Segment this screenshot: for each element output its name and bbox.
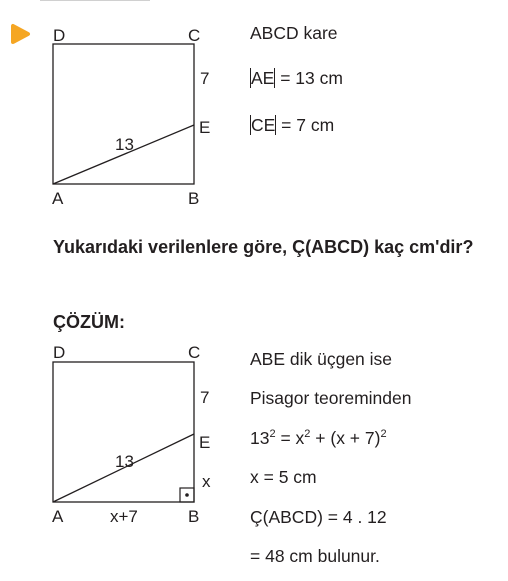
vertex-a-solution: A xyxy=(52,507,64,526)
given-ae: AE = 13 cm xyxy=(251,68,343,88)
length-eb-solution: x xyxy=(202,472,211,491)
right-angle-dot xyxy=(185,493,189,497)
length-ae: 13 xyxy=(115,135,134,154)
step-right-triangle: ABE dik üçgen ise xyxy=(250,349,393,369)
given-ce: CE = 7 cm xyxy=(251,115,335,135)
play-marker-icon xyxy=(13,26,28,42)
step-pythagoras: Pisagor teoreminden xyxy=(250,388,412,408)
square-abcd-solution xyxy=(53,362,194,502)
square-abcd xyxy=(53,44,194,184)
step-result: = 48 cm bulunur. xyxy=(250,546,380,566)
length-ce: 7 xyxy=(200,69,210,88)
given-square: ABCD kare xyxy=(250,23,338,43)
vertex-a: A xyxy=(52,189,64,208)
point-e-solution: E xyxy=(199,433,211,452)
step-x-value: x = 5 cm xyxy=(250,467,317,487)
length-ab-solution: x+7 xyxy=(110,507,138,526)
vertex-d: D xyxy=(53,26,66,45)
vertex-c-solution: C xyxy=(188,343,201,362)
vertex-c: C xyxy=(188,26,201,45)
solution-heading: ÇÖZÜM: xyxy=(53,312,125,332)
length-ae-solution: 13 xyxy=(115,452,134,471)
point-e: E xyxy=(199,118,211,137)
segment-ae xyxy=(53,125,194,184)
length-ce-solution: 7 xyxy=(200,388,210,407)
vertex-d-solution: D xyxy=(53,343,66,362)
question-prompt: Yukarıdaki verilenlere göre, Ç(ABCD) kaç cm'dir? xyxy=(53,237,474,257)
vertex-b-solution: B xyxy=(188,507,200,526)
step-equation: $13^2 = x^2 + (x + 7)^2$ xyxy=(250,428,387,448)
vertex-b: B xyxy=(188,189,200,208)
step-perimeter: Ç(ABCD) = 4 . 12 xyxy=(250,507,387,527)
